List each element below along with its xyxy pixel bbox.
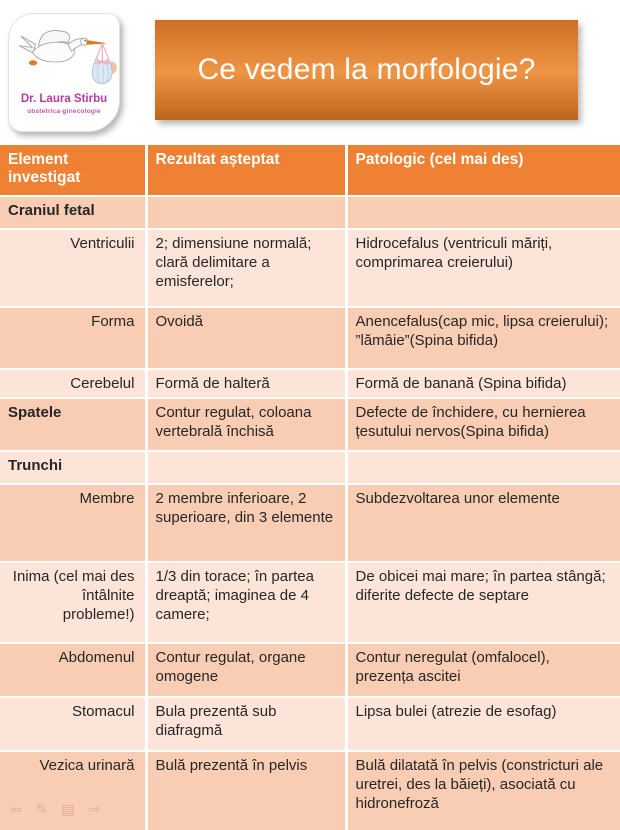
row-element-label: Membre: [0, 484, 146, 562]
doctor-specialty: obstetrica-ginecologie: [27, 107, 101, 115]
column-header-element-investigat: Element investigat: [0, 145, 146, 196]
clinic-logo-card: [8, 13, 120, 132]
row-element-label: Cerebelul: [0, 369, 146, 398]
table-row-trunchi: [0, 451, 620, 484]
row-expected-cell: 1/3 din torace; în partea dreaptă; imaginea de 4 camere;: [146, 562, 346, 643]
row-expected-cell: Bulă prezentă în pelvis: [146, 751, 346, 830]
table-row-vezica-urinara: [0, 751, 620, 830]
row-element-label: Vezica urinară: [0, 751, 146, 830]
row-expected-cell: [146, 451, 346, 484]
stork-logo-illustration: [11, 18, 117, 93]
row-pathologic-cell: Subdezvoltarea unor elemente: [346, 484, 620, 562]
row-pathologic-cell: Hidrocefalus (ventriculi măriți, comprimarea creierului): [346, 229, 620, 307]
row-pathologic-cell: Formă de banană (Spina bifida): [346, 369, 620, 398]
row-element-label: Forma: [0, 307, 146, 369]
morphology-table: [0, 145, 620, 830]
row-element-label: Abdomenul: [0, 643, 146, 697]
row-expected-cell: Ovoidă: [146, 307, 346, 369]
column-header-patologic: Patologic (cel mai des): [346, 145, 620, 196]
table-row-membre: [0, 484, 620, 562]
table-row-stomacul: [0, 697, 620, 751]
slide-title-banner: [155, 20, 578, 120]
row-pathologic-cell: Bulă dilatată în pelvis (constricturi ale uretrei, des la băieți), asociată cu hidronefroză: [346, 751, 620, 830]
next-slide-icon[interactable]: ⇨: [88, 801, 101, 817]
row-element-label: Stomacul: [0, 697, 146, 751]
row-expected-cell: 2; dimensiune normală; clară delimitare a emisferelor;: [146, 229, 346, 307]
slideshow-nav-toolbar: [10, 801, 100, 818]
row-expected-cell: Contur regulat, coloana vertebrală închisă: [146, 398, 346, 451]
table-row-cerebelul: [0, 369, 620, 398]
table-row-craniul-fetal: [0, 196, 620, 229]
slide-title: Ce vedem la morfologie?: [197, 53, 536, 86]
row-pathologic-cell: Defecte de închidere, cu hernierea țesutului nervos(Spina bifida): [346, 398, 620, 451]
table-row-inima: [0, 562, 620, 643]
row-pathologic-cell: Contur neregulat (omfalocel), prezența ascitei: [346, 643, 620, 697]
row-pathologic-cell: [346, 451, 620, 484]
row-pathologic-cell: [346, 196, 620, 229]
row-element-label: Craniul fetal: [0, 196, 146, 229]
row-expected-cell: Contur regulat, organe omogene: [146, 643, 346, 697]
table-row-abdomenul: [0, 643, 620, 697]
row-expected-cell: 2 membre inferioare, 2 superioare, din 3 elemente: [146, 484, 346, 562]
row-expected-cell: [146, 196, 346, 229]
row-expected-cell: Bula prezentă sub diafragmă: [146, 697, 346, 751]
row-pathologic-cell: Lipsa bulei (atrezie de esofag): [346, 697, 620, 751]
row-element-label: Ventriculii: [0, 229, 146, 307]
table-row-spatele: [0, 398, 620, 451]
row-element-label: Spatele: [0, 398, 146, 451]
column-header-rezultat-asteptat: Rezultat așteptat: [146, 145, 346, 196]
table-row-ventriculii: [0, 229, 620, 307]
row-pathologic-cell: Anencefalus(cap mic, lipsa creierului); ”lămâie”(Spina bifida): [346, 307, 620, 369]
doctor-name: Dr. Laura Stirbu: [20, 93, 108, 105]
slide-menu-icon[interactable]: ▤: [61, 801, 75, 817]
pen-tool-icon[interactable]: ✎: [35, 801, 48, 817]
previous-slide-icon[interactable]: ⇦: [10, 801, 22, 817]
table-header-row: [0, 145, 620, 196]
table-row-forma: [0, 307, 620, 369]
row-element-label: Inima (cel mai des întâlnite probleme!): [0, 562, 146, 643]
row-pathologic-cell: De obicei mai mare; în partea stângă; diferite defecte de septare: [346, 562, 620, 643]
row-element-label: Trunchi: [0, 451, 146, 484]
row-expected-cell: Formă de halteră: [146, 369, 346, 398]
